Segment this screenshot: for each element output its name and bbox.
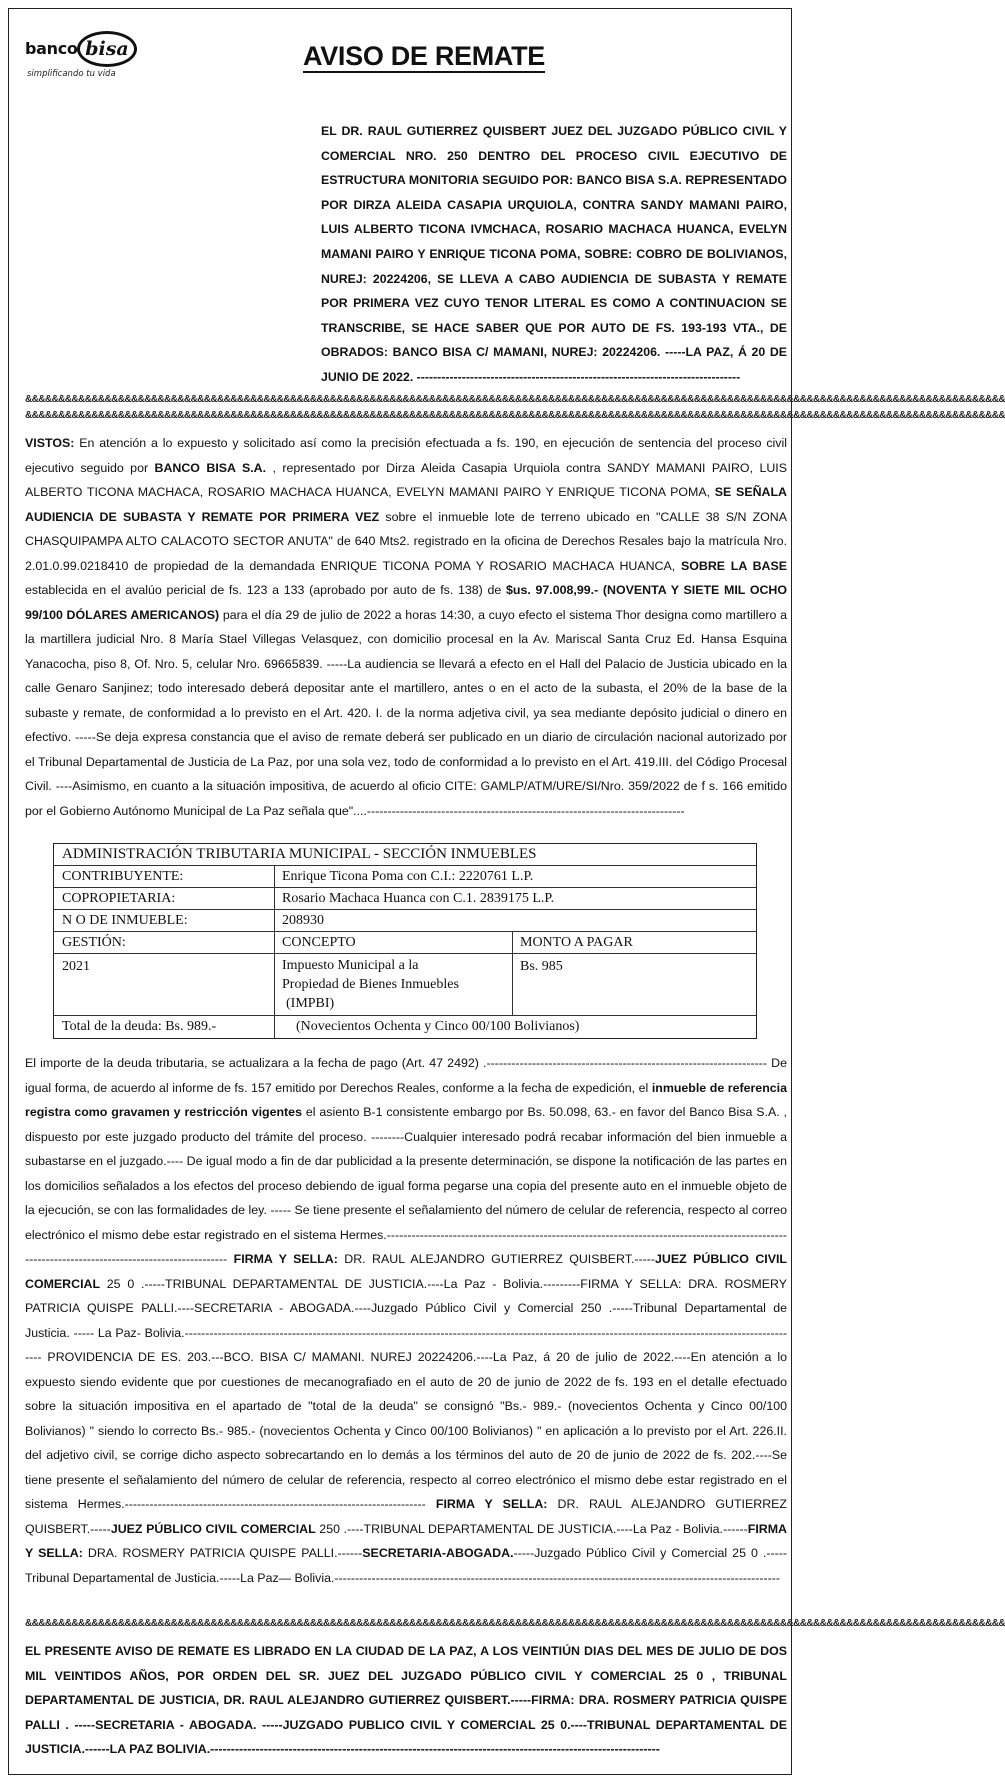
table-row [54, 888, 756, 910]
concepto-line: (IMPBI) [286, 996, 335, 1011]
text-run: DRA. ROSMERY PATRICIA QUISPE PALLI.------ [82, 1546, 363, 1560]
monto-value: Bs. 985 [520, 959, 563, 974]
bold-run: FIRMA Y SELLA: [435, 1497, 548, 1511]
monto-header: MONTO A PAGAR [520, 935, 633, 950]
text-run: DR. RAUL ALEJANDRO GUTIERREZ QUISBERT.----- [337, 1252, 656, 1266]
column-divider [512, 954, 513, 1015]
text-run: En atención a lo expuesto y solicitado así como la precisión efectuada a fs. 190, en ejecución de sentencia del proceso civil ejecutivo seguido por [25, 436, 787, 475]
separator-line: &&&&&&&&&&&&&&&&&&&&&&&&&&&&&&&&&&&&&&&&&&&&&&&&&&&&&&&&&&&&&&&&&&&&&&&&&&&&&&&&&&&&&&&&&&&&&&&&&&&&&&&&&&&&&&&&&&&&&&&&&&&&&&&&&&&&&&&&&&&&&&&&&&&& [25, 394, 1005, 405]
text-run: DR. RAUL ALEJANDRO GUTIERREZ QUISBERT.----- [25, 1497, 787, 1536]
tax-table-header: ADMINISTRACIÓN TRIBUTARIA MUNICIPAL - SECCIÓN INMUEBLES [62, 846, 537, 862]
page-title: AVISO DE REMATE [303, 41, 546, 71]
column-divider [512, 932, 513, 953]
table-row [54, 866, 756, 888]
text-run: el asiento B-1 consistente embargo por Bs. 50.098, 63.- en favor del Banco Bisa S.A. , dispuesto por este juzgado producto del trámite del proceso. --------Cualquier interesado podrá recabar información del bien inmueble a subastarse en el juzgado.---- De igual modo a fin de dar publicidad a la presente determinación, se dispone la notificación de las partes en los domicilios señalados a los efectos del proceso debiendo de igual forma pegarse una copia del presente auto en el inmueble objeto de la ejecución, se con las formalidades de ley. ----- Se tiene presente el señalamiento del número de celular de referencia, respecto al correo electrónico el mismo debe estar registrado en el sistema Hermes.-------------------------------------------------------------------------------------------------------------------------------------------------- [25, 1105, 787, 1266]
bold-run: SE SEÑALA AUDIENCIA DE SUBASTA Y REMATE POR PRIMERA VEZ [25, 485, 787, 524]
bold-run: SOBRE LA BASE [680, 558, 788, 573]
column-divider [274, 866, 275, 887]
logo-mark-text: bisa [85, 37, 129, 60]
bold-run: BANCO BISA S.A. [154, 460, 267, 475]
column-divider [274, 888, 275, 909]
total-words: (Novecientos Ochenta y Cinco 00/100 Bolivianos) [296, 1019, 580, 1034]
logo-word: banco [25, 39, 78, 58]
intro-paragraph: EL DR. RAUL GUTIERREZ QUISBERT JUEZ DEL JUZGADO PÚBLICO CIVIL Y COMERCIAL NRO. 250 DENTRO DEL PROCESO CIVIL EJECUTIVO DE ESTRUCTURA MONITORIA SEGUIDO POR: BANCO BISA S.A. REPRESENTADO POR DIRZA ALEIDA CASAPIA URQUIOLA, CONTRA SANDY MAMANI PAIRO, LUIS ALBERTO TICONA IVMCHACA, ROSARIO MACHACA HUANCA, EVELYN MAMANI PAIRO Y ENRIQUE TICONA POMA, SOBRE: COBRO DE BOLIVIANOS, NUREJ: 20224206, SE LLEVA A CABO AUDIENCIA DE SUBASTA Y REMATE POR PRIMERA VEZ CUYO TENOR LITERAL ES COMO A CONTINUACION SE TRANSCRIBE, SE HACE SABER QUE POR AUTO DE FS. 193-193 VTA., DE OBRADOS: BANCO BISA C/ MAMANI, NUREJ: 20224206. -----LA PAZ, Á 20 DE JUNIO DE 2022. ------------------------------------------------------------------------------- [321, 124, 787, 384]
bold-run: $us. 97.008,99.- (NOVENTA Y SIETE MIL OCHO 99/100 DÓLARES AMERICANOS) [25, 583, 787, 622]
gestion-header: GESTIÓN: [62, 935, 126, 950]
tax-table [53, 843, 757, 1039]
inmueble-value: 208930 [282, 913, 324, 928]
text-run: 250 .----TRIBUNAL DEPARTAMENTAL DE JUSTICIA.----La Paz - Bolivia.------ [315, 1521, 748, 1536]
separator-line: &&&&&&&&&&&&&&&&&&&&&&&&&&&&&&&&&&&&&&&&&&&&&&&&&&&&&&&&&&&&&&&&&&&&&&&&&&&&&&&&&&&&&&&&&&&&&&&&&&&&&&&&&&&&&&&&&&&&&&&&&&&&&&&&&&&&&&&&&&&&&&&&&&&& [25, 1618, 1005, 1629]
text-run: para el día 29 de julio de 2022 a horas 14:30, a cuyo efecto el sistema Thor designa como martillero a la martillera judicial Nro. 8 María Stael Villegas Velasquez, con domicilio procesal en la Av. Mariscal Santa Cruz Ed. Hansa Esquina Yanacocha, piso 8, Of. Nro. 5, celular Nro. 69665839. -----La audiencia se llevará a efecto en el Hall del Palacio de Justicia ubicado en la calle Genaro Sanjinez; todo interesado deberá depositar ante el martillero, antes o en el acto de la subasta, el 20% de la base de la subaste y remate, de conformidad a lo previsto en el Art. 420. I. de la norma adjetiva civil, ya sea mediante depósito judicial o dinero en efectivo. -----Se deja expresa constancia que el aviso de remate deberá ser publicado en un diario de circulación nacional autorizado por el Tribunal Departamental de Justicia de La Paz, por una sola vez, todo de conformidad a lo previsto en el Art. 419.III. del Código Procesal Civil. ----Asimismo, en cuanto a la situación impositiva, de acuerdo al oficio CITE: GAMLP/ATM/URE/SI/Nro. 359/2022 de f s. 166 emitido por el Gobierno Autónomo Municipal de La Paz señala que"....----------------------------------------------------------------------------- [25, 607, 788, 818]
vistos-paragraph [25, 431, 787, 823]
concepto-line: Propiedad de Bienes Inmuebles [282, 977, 459, 992]
bold-run: JUEZ PÚBLICO CIVIL COMERCIAL [110, 1521, 316, 1536]
table-column-headers [54, 932, 756, 954]
bold-run: JUEZ PÚBLICO CIVIL COMERCIAL [25, 1252, 787, 1291]
column-divider [274, 910, 275, 931]
tax-table-header-row [54, 844, 756, 866]
text-run: , representado por Dirza Aleida Casapia Urquiola contra SANDY MAMANI PAIRO, LUIS ALBERTO TICONA MACHACA, ROSARIO MACHACA HUANCA, EVELYN MAMANI PAIRO Y ENRIQUE TICONA POMA, [25, 460, 787, 499]
text-run: establecida en el avalúo pericial de fs. 123 a 133 (aprobado por auto de fs. 138) de [25, 583, 507, 597]
contribuyente-label: CONTRIBUYENTE: [62, 869, 184, 884]
text-run: El importe de la deuda tributaria, se actualizara a la fecha de pago (Art. 47 2492) .-------------------------------------------------------------------- De igual forma, de acuerdo al informe de fs. 157 emitido por Derechos Reales, conforme a la fecha de expedición, el [25, 1056, 787, 1095]
table-row [54, 910, 756, 932]
text-run: sobre el inmueble lote de terreno ubicado en "CALLE 38 S/N ZONA CHASQUIPAMPA ALTO CALACOTO SECTOR ANUTA" de 640 Mts2. registrado en la oficina de Derechos Resales bajo la matrícula Nro. 2.01.0.99.0218410 de propiedad de la demandada ENRIQUE TICONA POMA Y ROSARIO MACHACA HUANCA, [25, 509, 787, 573]
column-divider [274, 932, 275, 953]
closing-paragraph: EL PRESENTE AVISO DE REMATE ES LIBRADO EN LA CIUDAD DE LA PAZ, A LOS VEINTIÚN DIAS DEL MES DE JULIO DE DOS MIL VEINTIDOS AÑOS, POR ORDEN DEL SR. JUEZ DEL JUZGADO PÚBLICO CIVIL Y COMERCIAL 25 0 , TRIBUNAL DEPARTAMENTAL DE JUSTICIA, DR. RAUL ALEJANDRO GUTIERREZ QUISBERT.-----FIRMA: DRA. ROSMERY PATRICIA QUISPE PALLI . -----SECRETARIA - ABOGADA. -----JUZGADO PUBLICO CIVIL Y COMERCIAL 25 0.----TRIBUNAL DEPARTAMENTAL DE JUSTICIA.------LA PAZ BOLIVIA.------------------------------------------------------------------------------------------------------------- [25, 1644, 787, 1756]
text-run: -----Juzgado Público Civil y Comercial 25 0 .-----Tribunal Departamental de Justicia.-----La Paz— Bolivia.------------------------------------------------------------------------------------------------------------ [25, 1546, 787, 1585]
logo-slogan: simplificando tu vida [27, 69, 116, 79]
concepto-header: CONCEPTO [282, 935, 356, 950]
copropietaria-label: COPROPIETARIA: [62, 891, 176, 906]
column-divider [274, 954, 275, 1015]
body-paragraph [25, 1051, 787, 1590]
table-total-row [54, 1016, 756, 1038]
gestion-value: 2021 [62, 959, 90, 974]
bold-run: inmueble de referencia registra como gravamen y restricción vigentes [25, 1080, 787, 1119]
table-row [54, 954, 756, 1016]
notice-frame [8, 8, 1005, 1775]
copropietaria-value: Rosario Machaca Huanca con C.1. 2839175 L.P. [282, 891, 555, 906]
concepto-line: Impuesto Municipal a la [282, 958, 419, 973]
bold-run: SECRETARIA-ABOGADA. [362, 1546, 514, 1560]
bold-run: FIRMA Y SELLA: [25, 1521, 787, 1560]
bank-logo [25, 31, 145, 85]
contribuyente-value: Enrique Ticona Poma con C.I.: 2220761 L.P. [282, 869, 534, 884]
vistos-label: VISTOS: [25, 436, 75, 450]
column-divider [274, 1016, 275, 1038]
total-label: Total de la deuda: Bs. 989.- [62, 1019, 217, 1034]
bold-run: FIRMA Y SELLA: [233, 1252, 338, 1266]
inmueble-label: N O DE INMUEBLE: [62, 913, 188, 928]
separator-line: &&&&&&&&&&&&&&&&&&&&&&&&&&&&&&&&&&&&&&&&&&&&&&&&&&&&&&&&&&&&&&&&&&&&&&&&&&&&&&&&&&&&&&&&&&&&&&&&&&&&&&&&&&&&&&&&&&&&&&&&&&&&&&&&&&&&&&&&&&&&&&&&&&&& [25, 410, 1005, 421]
concepto-value [274, 954, 512, 1015]
text-run: 25 0 .-----TRIBUNAL DEPARTAMENTAL DE JUSTICIA.----La Paz - Bolivia.---------FIRMA Y SELLA: DRA. ROSMERY PATRICIA QUISPE PALLI.----SECRETARIA - ABOGADA.----Juzgado Público Civil y Comercial 250 .-----Tribunal Departamental de Justicia. ----- La Paz- Bolivia.------------------------------------------------------------------------------------------------------------------------------------------------------ PROVIDENCIA DE ES. 203.---BCO. BISA C/ MAMANI. NUREJ 20224206.----La Paz, á 20 de julio de 2022.----En atención a lo expuesto siendo evidente que por cuestiones de mecanografiado en el auto de 20 de junio de 2022 de fs. 193 en el detalle efectuado sobre la situación impositiva en el apartado de "total de la deuda" se consignó "Bs.- 989.- (novecientos Ochenta y Cinco 00/100 Bolivianos) " siendo lo correcto Bs.- 985.- (novecientos Ochenta y Cinco 00/100 Bolivianos) " en aplicación a lo previsto por el Art. 226.II. del adjetivo civil, se corrige dicho aspecto sobrecartando en lo demás a los términos del auto de 20 de junio de 2022 de fs. 202.----Se tiene presente el señalamiento del número de celular de referencia, respecto al correo electrónico el mismo debe estar registrado en el sistema Hermes.------------------------------------------------------------------------- [25, 1276, 787, 1511]
logo-mark [77, 31, 137, 67]
